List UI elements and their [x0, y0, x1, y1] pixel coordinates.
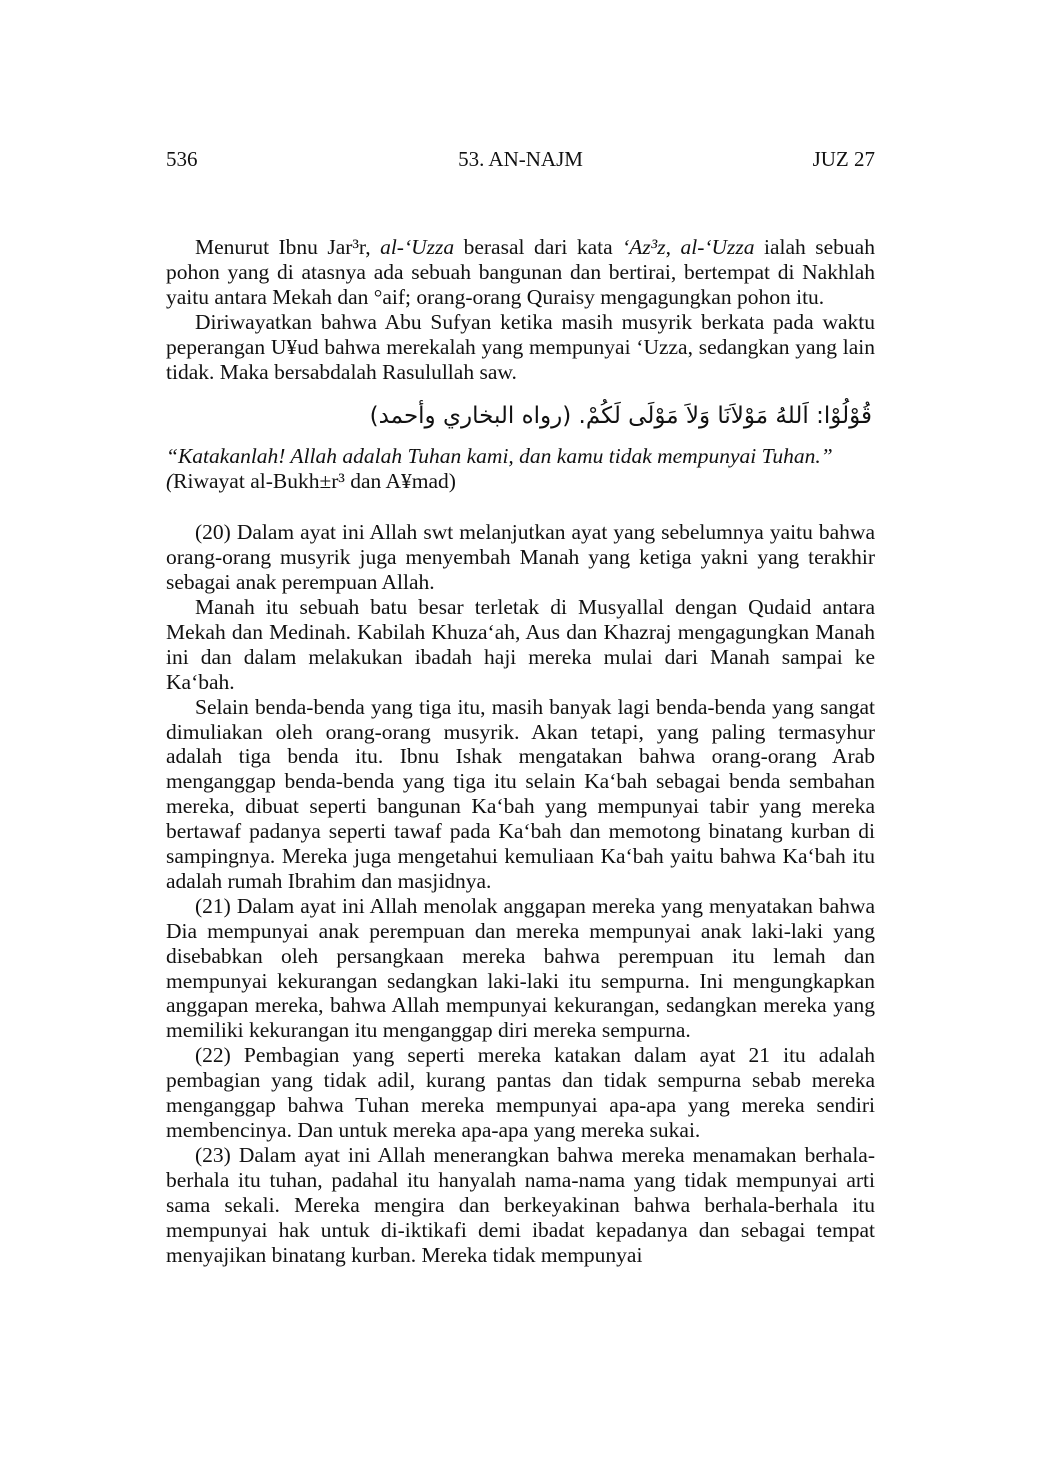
- paragraph-1-text-c: ,: [665, 235, 681, 259]
- paragraph-1-text-b: berasal dari kata: [454, 235, 623, 259]
- page-body: [166, 235, 875, 1267]
- paragraph-2: Diriwayatkan bahwa Abu Sufyan ketika masih musyrik berkata pada waktu peperangan U¥ud bahwa merekalah yang mempunyai ‘Uzza, sedangkan yang lain tidak. Maka bersabdalah Rasulullah saw.: [166, 309, 875, 384]
- paragraph-benda: Selain benda-benda yang tiga itu, masih banyak lagi benda-benda yang sangat dimuliakan oleh orang-orang musyrik. Akan tetapi, yang paling termasyhur adalah tiga benda itu. Ibnu Ishak mengatakan bahwa orang-orang Arab menganggap benda-benda yang tiga itu selain Ka‘bah sebagai benda sembahan mereka, dibuat seperti bangunan Ka‘bah yang mempunyai tabir yang mereka bertawaf padanya seperti tawaf pada Ka‘bah dan memotong binatang kurban di sampingnya. Mereka juga mengetahui kemuliaan Ka‘bah yaitu bahwa Ka‘bah itu adalah rumah Ibrahim dan masjidnya.: [166, 694, 875, 893]
- paragraph-verse-21: (21) Dalam ayat ini Allah menolak anggapan mereka yang menyatakan bahwa Dia mempunyai anak perempuan dan mereka mempunyai anak laki-laki yang disebabkan oleh persangkaan mereka bahwa perempuan itu lemah dan mempunyai kekurangan sedangkan laki-laki itu sempurna. Ini mengungkapkan anggapan mereka, bahwa Allah mempunyai kekurangan, sedangkan mereka yang memiliki kekurangan itu menganggap diri mereka sempurna.: [166, 893, 875, 1043]
- paragraph-1-text-d: ialah sebuah pohon yang di atasnya ada sebuah bangunan dan bertirai, bertempat di Nakhlah yaitu antara Mekah dan °aif; orang-orang Quraisy mengagungkan pohon itu.: [166, 235, 875, 309]
- page-header: [166, 146, 875, 172]
- paragraph-verse-20: (20) Dalam ayat ini Allah swt melanjutkan ayat yang sebelumnya yaitu bahwa orang-orang musyrik juga menyembah Manah yang ketiga yakni yang terakhir sebagai anak perempuan Allah.: [166, 520, 875, 595]
- reference-text: Riwayat al-Bukh±r³ dan A¥mad): [173, 469, 456, 494]
- term-al-uzza-2: al-‘Uzza: [680, 235, 755, 259]
- reference-open-paren: (: [166, 469, 174, 494]
- paragraph-1-text-a: Menurut Ibnu Jar³r,: [195, 235, 381, 259]
- term-aziz: ‘Az³z: [622, 235, 666, 259]
- section-gap: [166, 494, 875, 520]
- hadith-reference: [166, 469, 875, 494]
- paragraph-verse-23: (23) Dalam ayat ini Allah menerangkan bahwa mereka menamakan berhala-berhala itu tuhan, padahal itu hanyalah nama-nama yang tidak mempunyai arti sama sekali. Mereka mengira dan berkeyakinan bahwa berhala-berhala itu mempunyai hak untuk di-iktikafi demi ibadat kepadanya dan sebagai tempat menyajikan binatang kurban. Mereka tidak mempunyai: [166, 1142, 875, 1267]
- hadith-translation: “Katakanlah! Allah adalah Tuhan kami, dan kamu tidak mempunyai Tuhan.”: [166, 444, 833, 469]
- arabic-hadith: قُوْلُوْا: اَللهُ مَوْلاَنَا وَلاَ مَوْلَى لَكُمْ. (رواه البخاري وأحمد): [369, 403, 872, 430]
- paragraph-manah: Manah itu sebuah batu besar terletak di Musyallal dengan Qudaid antara Mekah dan Medinah. Kabilah Khuza‘ah, Aus dan Khazraj mengagungkan Manah ini dan dalam melakukan ibadah haji mereka mulai dari Manah sampai ke Ka‘bah.: [166, 594, 875, 694]
- term-al-uzza: al-‘Uzza: [380, 235, 455, 259]
- chapter-title: 53. AN-NAJM: [458, 147, 583, 171]
- paragraph-1: [166, 235, 875, 310]
- paragraph-verse-22: (22) Pembagian yang seperti mereka katakan dalam ayat 21 itu adalah pembagian yang tidak adil, kurang pantas dan tidak sempurna sebab mereka menganggap bahwa Tuhan mereka mempunyai apa-apa yang mereka sendiri membencinya. Dan untuk mereka apa-apa yang mereka sukai.: [166, 1043, 875, 1142]
- juz-label: JUZ 27: [812, 147, 875, 171]
- page-number: 536: [166, 147, 198, 171]
